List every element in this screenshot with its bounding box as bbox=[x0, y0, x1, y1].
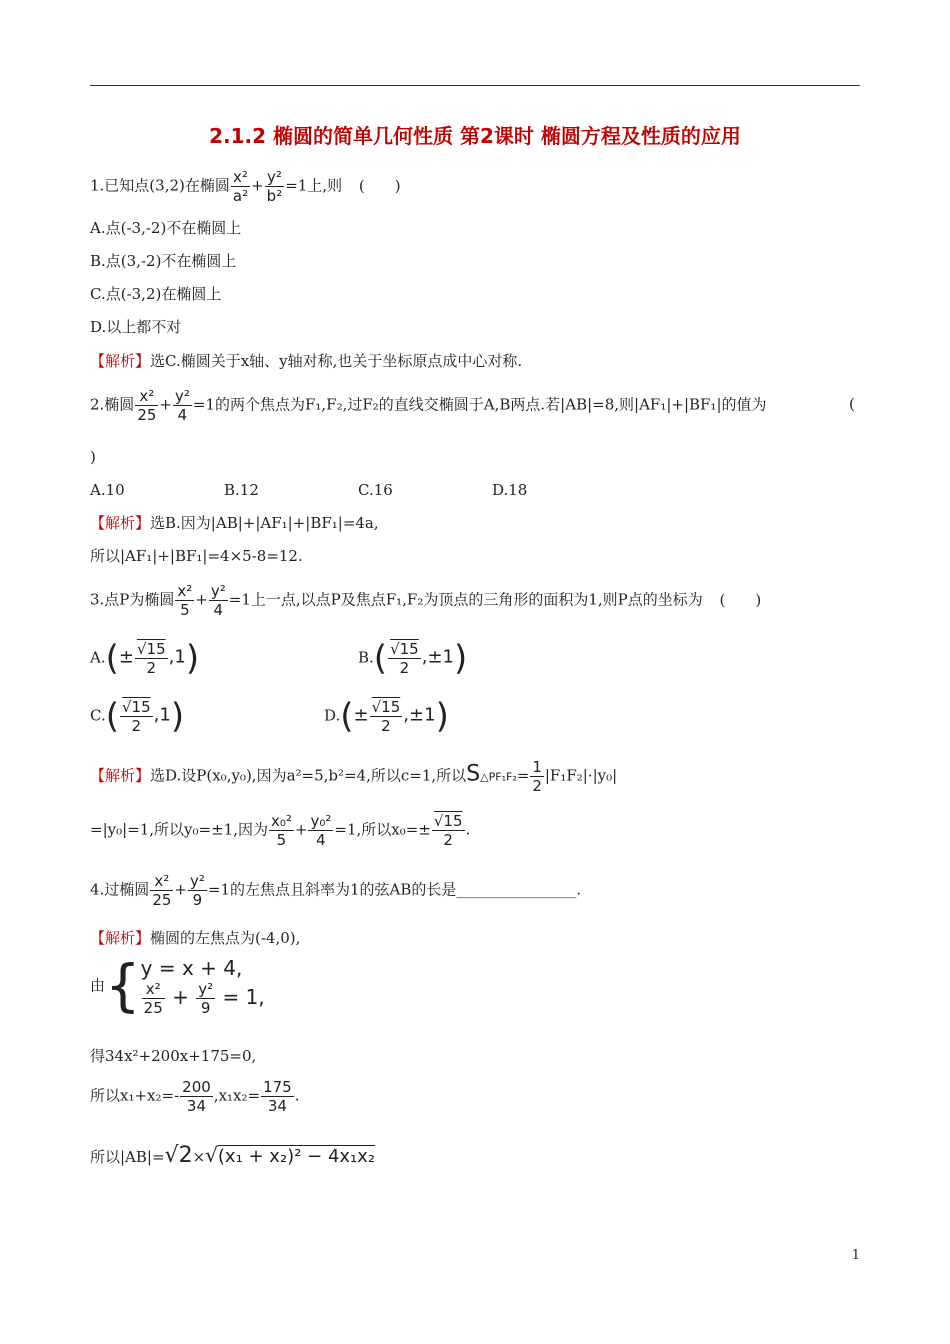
analysis-2-line2: 所以|AF₁|+|BF₁|=4×5-8=12. bbox=[90, 547, 303, 565]
option-d: D.(± $\frac{√15}{2}$ ,±1) bbox=[324, 696, 449, 737]
analysis-4-line4: 所以x₁+x₂=- $\frac{200}{34}$ ,x₁x₂= $\frac{175}{34}$ . bbox=[90, 1078, 300, 1115]
fraction: $\frac{\text{x²}}{5}$ bbox=[177, 582, 193, 619]
option-a: A.(± $\frac{√15}{2}$ ,1) bbox=[90, 638, 200, 679]
analysis-1: 【解析】选C.椭圆关于x轴、y轴对称,也关于坐标原点成中心对称. bbox=[90, 352, 523, 370]
option-c: C.( $\frac{√15}{2}$ ,1) bbox=[90, 696, 185, 737]
option-b: B.点(3,-2)不在椭圆上 bbox=[90, 252, 237, 270]
option-d: D.18 bbox=[492, 481, 528, 499]
option-c: C.点(-3,2)在椭圆上 bbox=[90, 285, 222, 303]
analysis-4: 【解析】椭圆的左焦点为(-4,0), bbox=[90, 929, 301, 947]
option-a: A.10 bbox=[90, 481, 125, 499]
page-number: 1 bbox=[851, 1248, 860, 1263]
paren-left: ( bbox=[849, 395, 855, 413]
equation-system: 由{ y = x + 4, $\frac{\text{x²}}{25}$ + $\frac{\text{y²}}{9}$ = 1, bbox=[90, 953, 265, 1019]
option-d: D.以上都不对 bbox=[90, 318, 182, 336]
analysis-3-line2: =|y₀|=1,所以y₀=±1,因为 $\frac{\text{x₀²}}{5}$ + $\frac{\text{y₀²}}{4}$ =1,所以x₀=± $\frac{√15}{2}$ . bbox=[90, 812, 471, 849]
fraction: $\frac{\text{x²}}{25}$ bbox=[137, 387, 157, 424]
analysis-4-line3: 得34x²+200x+175=0, bbox=[90, 1047, 257, 1065]
fraction: $\frac{\text{y²}}{4}$ bbox=[174, 387, 190, 424]
fraction: $\frac{\text{y²}}{\text{b²}}$ bbox=[266, 168, 283, 205]
page-title: 2.1.2 椭圆的简单几何性质 第2课时 椭圆方程及性质的应用 bbox=[209, 124, 741, 148]
fraction: $\frac{\text{x²}}{25}$ bbox=[152, 872, 172, 909]
paren-right: ) bbox=[90, 448, 96, 466]
fraction: $\frac{\text{x²}}{\text{a²}}$ bbox=[232, 168, 249, 205]
question-3-stem: 3.点P为椭圆 $\frac{\text{x²}}{5}$ + $\frac{\text{y²}}{4}$ =1上一点,以点P及焦点F₁,F₂为顶点的三角形的面积为1,则P点的坐标为 ( ) bbox=[90, 582, 762, 619]
option-a: A.点(-3,-2)不在椭圆上 bbox=[90, 219, 242, 237]
analysis-2: 【解析】选B.因为|AB|+|AF₁|+|BF₁|=4a, bbox=[90, 514, 379, 532]
question-4-stem: 4.过椭圆 $\frac{\text{x²}}{25}$ + $\frac{\text{y²}}{9}$ =1的左焦点且斜率为1的弦AB的长是________________. bbox=[90, 872, 582, 909]
fraction: $\frac{\text{y²}}{4}$ bbox=[210, 582, 226, 619]
top-rule bbox=[90, 85, 860, 86]
option-b: B.12 bbox=[224, 481, 259, 499]
analysis-3: 【解析】选D.设P(x₀,y₀),因为a²=5,b²=4,所以c=1,所以S△PF₁F₂= $\frac{1}{2}$ |F₁F₂|·|y₀| bbox=[90, 758, 618, 795]
analysis-tag: 【解析】 bbox=[90, 766, 151, 785]
analysis-4-line5: 所以|AB|=√2×√(x₁ + x₂)² − 4x₁x₂ bbox=[90, 1143, 376, 1168]
analysis-tag: 【解析】 bbox=[90, 929, 151, 947]
option-c: C.16 bbox=[358, 481, 393, 499]
analysis-tag: 【解析】 bbox=[90, 352, 151, 370]
question-1-stem: 1.已知点(3,2)在椭圆 $\frac{\text{x²}}{\text{a²}}$ + $\frac{\text{y²}}{\text{b²}}$ =1上,则 ( ) bbox=[90, 168, 401, 205]
fraction: $\frac{\text{y²}}{9}$ bbox=[189, 872, 205, 909]
question-2-stem: 2.椭圆 $\frac{\text{x²}}{25}$ + $\frac{\text{y²}}{4}$ =1的两个焦点为F₁,F₂,过F₂的直线交椭圆于A,B两点.若|AB|=8,则|AF₁|+|BF₁|的值为 bbox=[90, 387, 767, 424]
analysis-tag: 【解析】 bbox=[90, 514, 151, 532]
option-b: B.( $\frac{√15}{2}$ ,±1) bbox=[358, 638, 468, 679]
